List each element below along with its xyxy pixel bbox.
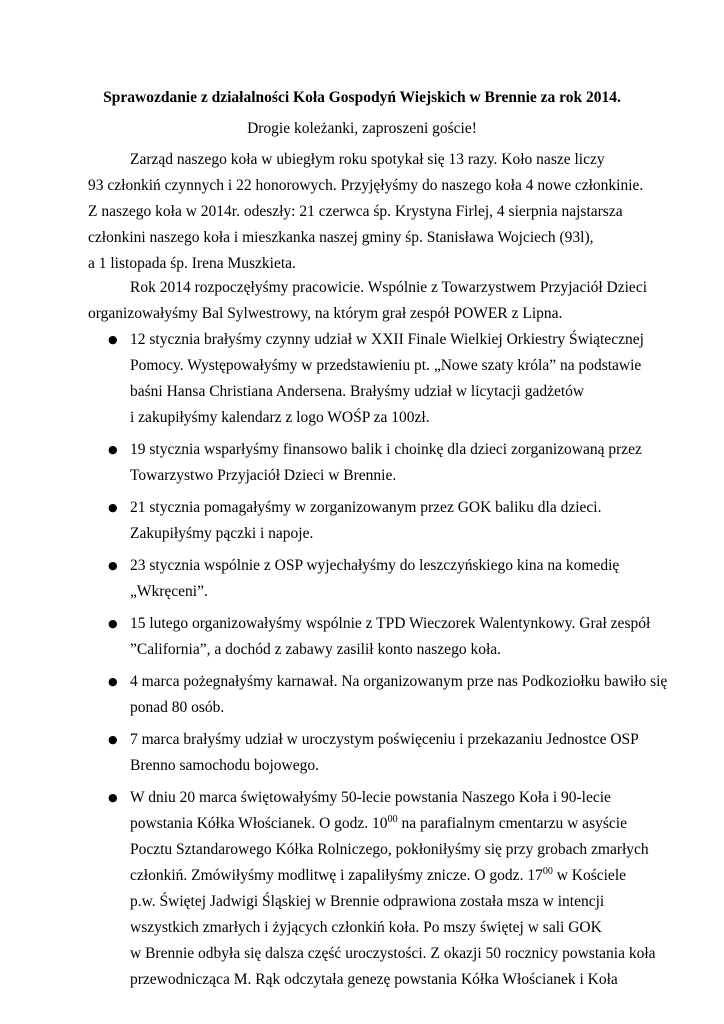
bullet-icon: ● [108,675,118,688]
item-line: p.w. Świętej Jadwigi Śląskiej w Brennie odprawiona została msza w intencji [130,893,605,910]
item-line: 15 lutego organizowałyśmy wspólnie z TPD Wieczorek Walentynkowy. Grał zespół [130,615,651,632]
list-item [88,327,648,431]
item-line: 21 stycznia pomagałyśmy w zorganizowanym przez GOK baliku dla dzieci. [130,499,602,516]
paragraph-members [88,147,643,277]
document-title: Sprawozdanie z działalności Koła Gospodyń Wiejskich w Brennie za rok 2014. [103,89,621,106]
bullet-icon: ● [108,501,118,514]
list-item [88,727,648,779]
item-line [130,811,648,837]
item-line: 19 stycznia wsparłyśmy finansowo balik i choinkę dla dzieci zorganizowaną przez [130,441,642,458]
list-item [88,437,648,489]
list-item [88,553,648,605]
item-line: Pomocy. Występowałyśmy w przedstawieniu pt. „Nowe szaty króla” na podstawie [130,357,642,374]
bullet-icon: ● [108,443,118,456]
item-line: Brenno samochodu bojowego. [130,757,319,774]
item-line: Pocztu Sztandarowego Kółka Rolniczego, pokłoniłyśmy się przy grobach zmarłych [130,841,649,858]
item-line: w Brennie odbyła się dalsza część uroczystości. Z okazji 50 rocznicy powstania koła [130,945,656,962]
item-line: i zakupiłyśmy kalendarz z logo WOŚP za 100zł. [130,409,430,426]
greeting: Drogie koleżanki, zaproszeni goście! [247,120,477,137]
paragraph-line: 93 członkiń czynnych i 22 honorowych. Przyjęłyśmy do naszego koła 4 nowe członkinie. [88,177,644,194]
item-text: na parafialnym cmentarzu w asyście [397,815,627,832]
events-list [88,327,668,999]
item-text: powstania Kółka Włościanek. O godz. 10 [130,815,388,832]
item-line: ”California”, a dochód z zabawy zasilił konto naszego koła. [130,641,502,658]
paragraph-activities [88,275,647,327]
paragraph-line: Z naszego koła w 2014r. odeszły: 21 czerwca śp. Krystyna Firlej, 4 sierpnia najstarsza [88,203,623,220]
paragraph-line: a 1 listopada śp. Irena Muszkieta. [88,255,296,272]
item-line: 12 stycznia brałyśmy czynny udział w XXII Finale Wielkiej Orkiestry Świątecznej [130,331,644,348]
item-line: 23 stycznia wspólnie z OSP wyjechałyśmy do leszczyńskiego kina na komedię [130,557,620,574]
item-line: ponad 80 osób. [130,699,225,716]
time-superscript: 00 [542,866,553,877]
item-line: wszystkich zmarłych i żyjących członkiń koła. Po mszy świętej w sali GOK [130,919,602,936]
item-text: członkiń. Zmówiłyśmy modlitwę i zapaliłyśmy znicze. O godz. 17 [130,867,543,884]
paragraph-line: członkini naszego koła i mieszkanka naszej gminy śp. Stanisława Wojciech (93l), [88,229,594,246]
list-item [88,495,648,547]
item-line: Zakupiłyśmy pączki i napoje. [130,525,314,542]
bullet-icon: ● [108,559,118,572]
bullet-icon: ● [108,333,118,346]
item-line: „Wkręceni”. [130,583,208,600]
item-line: Towarzystwo Przyjaciół Dzieci w Brennie. [130,467,397,484]
item-line: 4 marca pożegnałyśmy karnawał. Na organizowanym prze nas Podkoziołku bawiło się [130,673,668,690]
item-line: 7 marca brałyśmy udział w uroczystym poświęceniu i przekazaniu Jednostce OSP [130,731,639,748]
item-line [130,863,648,889]
bullet-icon: ● [108,733,118,746]
list-item [88,669,668,721]
item-line: baśni Hansa Christiana Andersena. Brałyśmy udział w licytacji gadżetów [130,383,585,400]
list-item [88,611,651,663]
paragraph-line: Rok 2014 rozpoczęłyśmy pracowicie. Wspólnie z Towarzystwem Przyjaciół Dzieci [130,279,648,296]
item-text: w Kościele [552,867,626,884]
paragraph-line: organizowałyśmy Bal Sylwestrowy, na którym grał zespół POWER z Lipna. [88,305,563,322]
bullet-icon: ● [108,791,118,804]
list-item-anniversary [88,785,656,993]
paragraph-line: Zarząd naszego koła w ubiegłym roku spotykał się 13 razy. Koło nasze liczy [130,151,605,168]
bullet-icon: ● [108,617,118,630]
item-line: W dniu 20 marca świętowałyśmy 50-lecie powstania Naszego Koła i 90-lecie [130,789,611,806]
time-superscript: 00 [387,814,398,825]
item-line: przewodnicząca M. Rąk odczytała genezę powstania Kółka Włościanek i Koła [130,971,618,988]
